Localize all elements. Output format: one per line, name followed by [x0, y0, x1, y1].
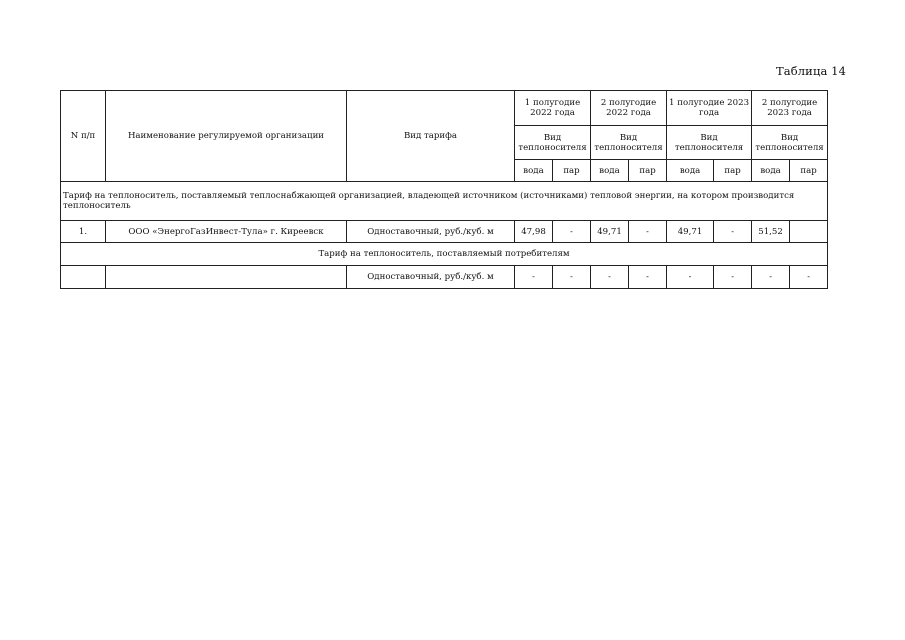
row-num	[61, 266, 106, 289]
header-tariff-type: Вид тарифа	[347, 91, 515, 182]
table-row	[61, 266, 828, 289]
header-carrier-3: Вид теплоносителя	[667, 126, 752, 160]
header-period-2: 2 полугодие 2022 года	[591, 91, 667, 126]
cell-value: -	[790, 266, 828, 289]
section-title-row	[61, 182, 828, 221]
section-title: Тариф на теплоноситель, поставляемый потребителям	[61, 243, 828, 266]
header-carrier-1: Вид теплоносителя	[515, 126, 591, 160]
header-steam: пар	[629, 160, 667, 182]
header-water: вода	[752, 160, 790, 182]
row-tariff-type: Одноставочный, руб./куб. м	[347, 266, 515, 289]
section-title-row	[61, 243, 828, 266]
header-steam: пар	[553, 160, 591, 182]
cell-value: 49,71	[667, 221, 714, 243]
row-num: 1.	[61, 221, 106, 243]
cell-value: 51,52	[752, 221, 790, 243]
cell-value: -	[752, 266, 790, 289]
header-row-periods	[61, 91, 828, 126]
row-org: ООО «ЭнергоГазИнвест-Тула» г. Киреевск	[106, 221, 347, 243]
section-title: Тариф на теплоноситель, поставляемый теплоснабжающей организацией, владеющей источником (источниками) тепловой энергии, на котором производится теплоноситель	[61, 182, 828, 221]
header-org: Наименование регулируемой организации	[106, 91, 347, 182]
cell-value: -	[714, 221, 752, 243]
row-org	[106, 266, 347, 289]
header-carrier-2: Вид теплоносителя	[591, 126, 667, 160]
header-num: N п/п	[61, 91, 106, 182]
cell-value: -	[515, 266, 553, 289]
cell-value: -	[553, 266, 591, 289]
header-period-3: 1 полугодие 2023 года	[667, 91, 752, 126]
header-water: вода	[667, 160, 714, 182]
tariff-table	[60, 90, 828, 289]
cell-value: 49,71	[591, 221, 629, 243]
cell-value: -	[629, 266, 667, 289]
cell-value	[790, 221, 828, 243]
header-carrier-4: Вид теплоносителя	[752, 126, 828, 160]
header-period-1: 1 полугодие 2022 года	[515, 91, 591, 126]
cell-value: -	[667, 266, 714, 289]
header-water: вода	[515, 160, 553, 182]
row-tariff-type: Одноставочный, руб./куб. м	[347, 221, 515, 243]
table-row	[61, 221, 828, 243]
header-steam: пар	[790, 160, 828, 182]
header-steam: пар	[714, 160, 752, 182]
cell-value: -	[714, 266, 752, 289]
header-water: вода	[591, 160, 629, 182]
cell-value: -	[553, 221, 591, 243]
cell-value: -	[591, 266, 629, 289]
cell-value: -	[629, 221, 667, 243]
table-caption: Таблица 14	[776, 64, 846, 78]
cell-value: 47,98	[515, 221, 553, 243]
header-period-4: 2 полугодие 2023 года	[752, 91, 828, 126]
